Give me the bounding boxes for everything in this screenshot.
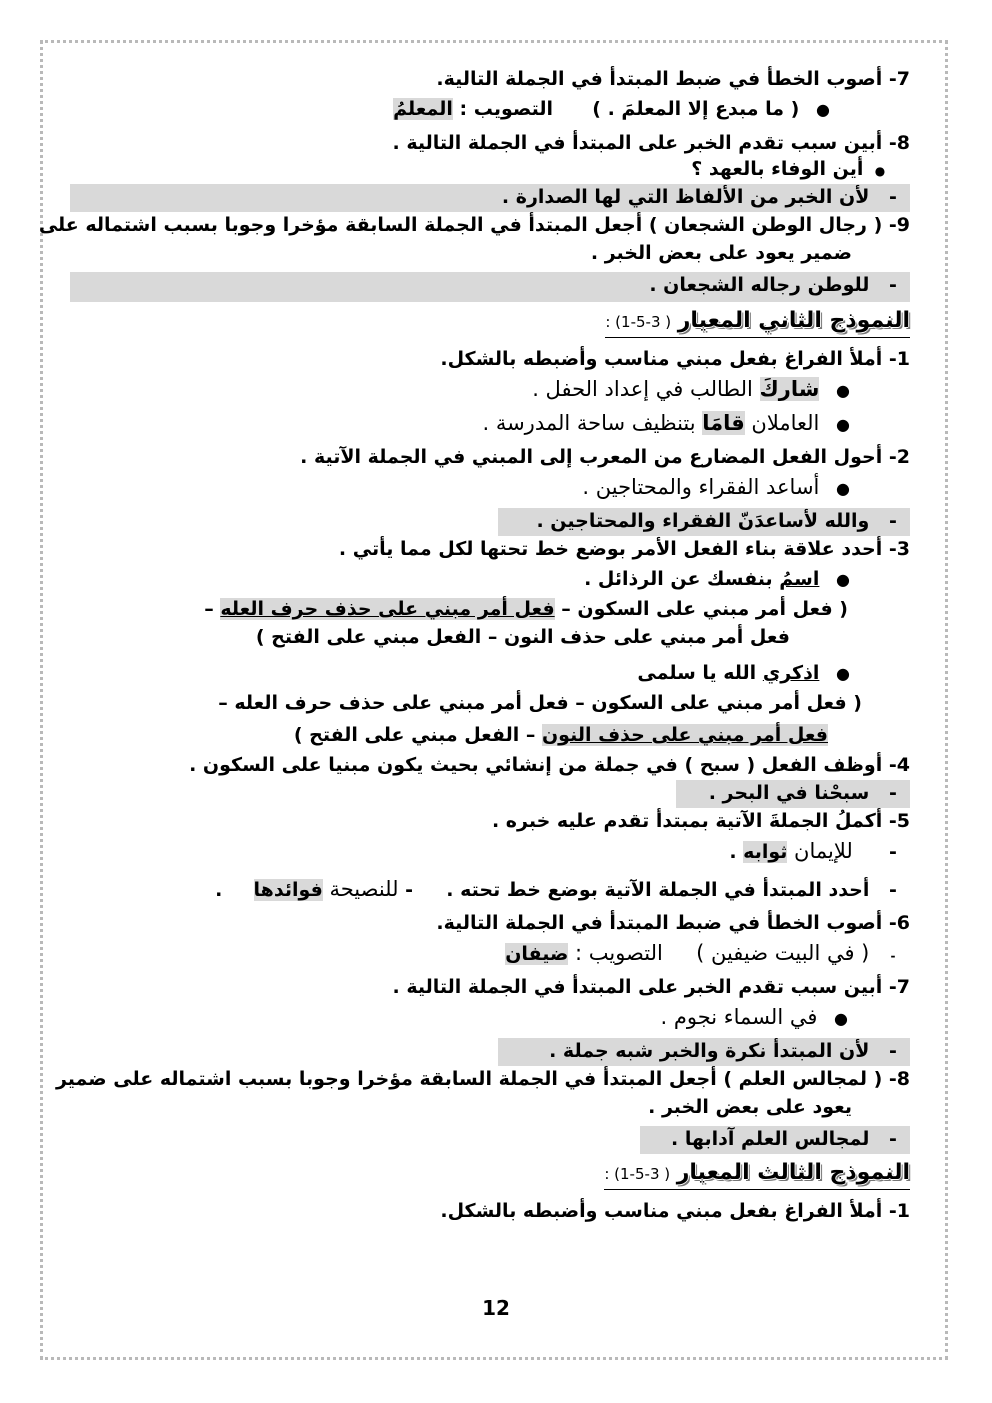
question-7-item: ● في السماء نجوم . — [70, 1004, 910, 1038]
dash-icon: - — [890, 949, 896, 963]
question-1-item-1: ● شاركَ الطالب في إعداد الحفل . — [70, 376, 910, 410]
question-5-item: - للإيمان ثوابه . — [70, 838, 910, 876]
dash-icon: - — [889, 1040, 897, 1062]
answer-bar: - سبحْنا في البحر . — [676, 780, 910, 808]
answer-highlight: ضيفان — [505, 943, 569, 965]
dash-icon: - — [889, 274, 897, 296]
question-8-cont: يعود على بعض الخبر . — [648, 1096, 852, 1118]
question-3-options-2-cont: فعل أمر مبني على حذف النون – الفعل مبني على الفتح ) — [293, 724, 828, 746]
answer-highlight: المعلمُ — [393, 98, 453, 120]
question-8-item: ● أين الوفاء بالعهد ؟ — [70, 156, 910, 184]
question-4: 4- أوظف الفعل ( سبح ) في جملة من إنشائي بحيث يكون مبنيا على السكون . — [189, 754, 910, 776]
dash-icon: - — [889, 879, 897, 901]
question-7-item: ● ( ما مبدع إلا المعلمَ . ) التصويب : المعلمُ — [70, 96, 910, 130]
question-7: 7- أصوب الخطأ في ضبط المبتدأ في الجملة التالية. — [436, 68, 910, 90]
bullet-icon: ● — [836, 570, 850, 589]
dash-icon: - — [889, 186, 897, 208]
model-3-heading: النموذج الثالث المعيار ( 3-5-1) : — [70, 1154, 910, 1198]
answer-bar: - لأن المبتدأ نكرة والخبر شبه جملة . — [498, 1038, 910, 1066]
question-5: 5- أكملُ الجملةَ الآتية بمبتدأ تقدم عليه خبره . — [491, 810, 910, 832]
bullet-icon: ● — [836, 479, 850, 498]
question-6: 6- أصوب الخطأ في ضبط المبتدأ في الجملة التالية. — [436, 912, 910, 934]
dash-icon: - — [889, 510, 897, 532]
question-7: 7- أبين سبب تقدم الخبر على المبتدأ في الجملة التالية . — [392, 976, 910, 998]
dash-icon: - — [889, 782, 897, 804]
answer-bar: - لأن الخبر من الألفاظ التي لها الصدارة . — [70, 184, 910, 212]
bullet-icon: ● — [874, 164, 886, 178]
question-6-item: - ( في البيت ضيفين ) التصويب : ضيفان — [70, 940, 910, 974]
question-1-item-2: ● العاملان قامَا بتنظيف ساحة المدرسة . — [70, 410, 910, 444]
answer-highlight: فعل أمر مبني على حذف حرف العله — [220, 598, 555, 620]
dash-icon: - — [889, 1128, 897, 1150]
question-8: 8- ( لمجالس العلم ) أجعل المبتدأ في الجملة السابقة مؤخرا وجوبا بسبب اشتماله على ضمير — [55, 1068, 910, 1090]
question-9-cont: ضمير يعود على بعض الخبر . — [590, 242, 852, 264]
page-number: 12 — [482, 1296, 510, 1320]
document-body — [38, 66, 910, 1228]
bullet-icon: ● — [836, 664, 850, 683]
question-3-item-2: ● اذكري الله يا سلمى — [70, 660, 910, 690]
answer-bar: - والله لأساعدَنّ الفقراء والمحتاجين . — [498, 508, 910, 536]
question-1: 1- أملأ الفراغ بفعل مبني مناسب وأضبطه بالشكل. — [440, 348, 910, 370]
model-2-heading: النموذج الثاني المعيار ( 3-5-1) : — [70, 302, 910, 346]
bullet-icon: ● — [836, 381, 850, 400]
answer-highlight: فعل أمر مبني على حذف النون — [541, 724, 828, 746]
question-3-item-1: ● اسمُ بنفسك عن الرذائل . — [70, 566, 910, 596]
question-1: 1- أملأ الفراغ بفعل مبني مناسب وأضبطه بالشكل. — [440, 1200, 910, 1222]
question-3-options-1: ( فعل أمر مبني على السكون – فعل أمر مبني على حذف حرف العله – — [204, 598, 848, 620]
answer-bar: - للوطن رجاله الشجعان . — [70, 272, 910, 302]
question-5b: - أحدد المبتدأ في الجملة الآتية بوضع خط تحته . - للنصيحة فوائدها . — [70, 876, 910, 910]
answer-highlight: قامَا — [702, 411, 745, 435]
question-8: 8- أبين سبب تقدم الخبر على المبتدأ في الجملة التالية . — [392, 132, 910, 154]
question-2-item: ● أساعد الفقراء والمحتاجين . — [70, 474, 910, 508]
question-3-options-2: ( فعل أمر مبني على السكون – فعل أمر مبني على حذف حرف العله – — [218, 692, 862, 714]
question-9: 9- ( رجال الوطن الشجعان ) أجعل المبتدأ في الجملة السابقة مؤخرا وجوبا بسبب اشتماله على — [38, 214, 910, 236]
bullet-icon: ● — [816, 100, 830, 119]
question-2: 2- أحول الفعل المضارع من المعرب إلى المبني في الجملة الآتية . — [300, 446, 910, 468]
answer-highlight: شاركَ — [759, 377, 820, 401]
answer-bar: - لمجالس العلم آدابها . — [640, 1126, 910, 1154]
answer-highlight: فوائدها — [253, 879, 323, 901]
question-3: 3- أحدد علاقة بناء الفعل الأمر بوضع خط تحتها لكل مما يأتي . — [338, 538, 910, 560]
question-3-options-1-cont: فعل أمر مبني على حذف النون – الفعل مبني على الفتح ) — [255, 626, 790, 648]
answer-highlight: ثوابه — [743, 841, 788, 863]
bullet-icon: ● — [834, 1009, 848, 1028]
bullet-icon: ● — [836, 415, 850, 434]
dash-icon: - — [889, 841, 897, 863]
